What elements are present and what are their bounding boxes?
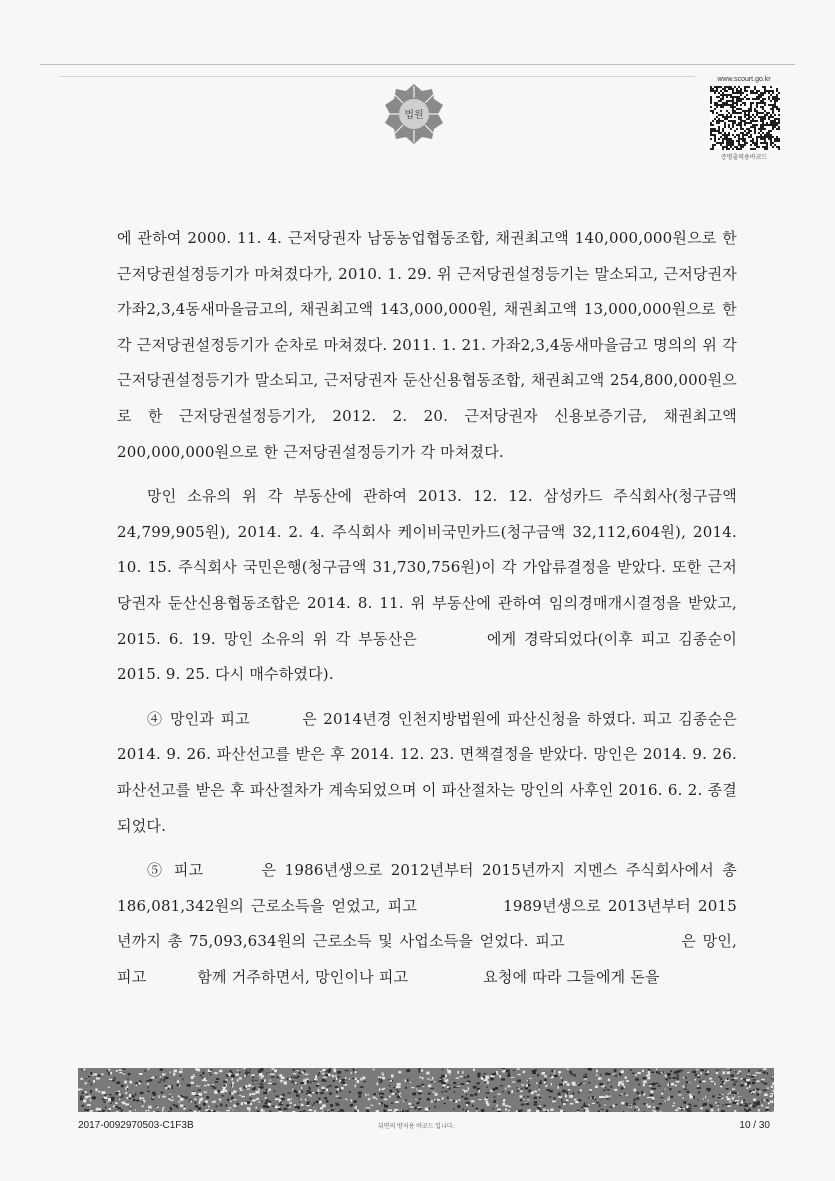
- paragraph-2-text-b: 에게 경락되었다(이후 피고 김종순이 2015. 9. 25. 다시 매수하였다).: [117, 629, 738, 684]
- redacted-name: [424, 901, 496, 913]
- redacted-name: [212, 865, 262, 877]
- paragraph-2-text-a: 망인 소유의 위 각 부동산에 관하여 2013. 12. 12. 삼성카드 주식회사(청구금액 24,799,905원), 2014. 2. 4. 주식회사 케이비국민카드(청구금액 32,112,604원), 2014. 10. 15. 주식회사 국민은행(청구금액 31,730,756원)이 각 가압류결정을 받았다. 또한 근저당권자 둔산신용협동조합은 2014. 8. 11. 위 부동산에 관하여 임의경매개시결정을 받았고, 2015. 6. 19. 망인 소유의 위 각 부동산은: [117, 487, 737, 648]
- paragraph-3-text-b: 은 2014년경 인천지방법원에 파산신청을 하였다. 피고 김종순은 2014. 9. 26. 파산선고를 받은 후 2014. 12. 23. 면책결정을 받았다. 망인은 2014. 9. 26. 파산선고를 받은 후 파산절차가 계속되었으며 이 파산절차는 망인의 사후인 2016. 6. 2. 종결되었다.: [117, 709, 737, 835]
- redacted-name: [151, 972, 197, 984]
- top-divider: [40, 64, 795, 65]
- redacted-name: [425, 634, 487, 646]
- paragraph-4-text-d: 은 망인, 피고: [117, 932, 737, 986]
- paragraph-1-text: 에 관하여 2000. 11. 4. 근저당권자 남동농업협동조합, 채권최고액 140,000,000원으로 한 근저당권설정등기가 마쳐졌다가, 2010. 1. 29. 위 근저당권설정등기는 말소되고, 근저당권자 가좌2,3,4동새마을금고의, 채권최고액 143,000,000원, 채권최고액 13,000,000원으로 한 각 근저당권설정등기가 순차로 마쳐졌다. 2011. 1. 21. 가좌2,3,4동새마을금고 명의의 위 각 근저당권설정등기가 말소되고, 근저당권자 둔산신용협동조합, 채권최고액 254,800,000원으로 한 근저당권설정등기가, 2012. 2. 20. 근저당권자 신용보증기금, 채권최고액 200,000,000원으로 한 근저당권설정등기가 각 마쳐졌다.: [117, 229, 737, 461]
- qr-code-icon: [710, 86, 780, 150]
- footer-note: 뒤면의 방지용 바코드 입니다.: [378, 1124, 455, 1130]
- paragraph-4-text-e: 함께 거주하면서, 망인이나 피고: [197, 967, 409, 986]
- paragraph-4-text-b: 은 1986년생으로 2012년부터 2015년까지 지멘스 주식회사에서 총 186,081,342원의 근로소득을 얻었고, 피고: [117, 861, 737, 915]
- paragraph-4-text-a: ⑤ 피고: [147, 861, 204, 880]
- paragraph-1: [117, 221, 737, 470]
- paragraph-3: [117, 702, 737, 844]
- redacted-name: [256, 714, 302, 726]
- page-footer: [78, 1120, 774, 1134]
- anti-forgery-barcode: [78, 1068, 774, 1112]
- redacted-name: [571, 936, 681, 948]
- page-number: 10 / 30: [739, 1120, 770, 1131]
- paragraph-4-text-c: 1989년생으로 2013년부터 2015년까지 총 75,093,634원의 근로소득 및 사업소득을 얻었다. 피고: [117, 896, 738, 951]
- document-id: 2017-0092970503-C1F3B: [78, 1120, 194, 1131]
- paragraph-2: [117, 479, 737, 693]
- seal-text: 법원: [404, 110, 424, 121]
- top-divider-secondary: [60, 76, 695, 77]
- qr-caption: 증명출력용바코드: [720, 155, 768, 161]
- court-seal-icon: [382, 82, 446, 146]
- qr-url-label: www.scourt.go.kr: [717, 76, 771, 83]
- redacted-name: [413, 972, 483, 984]
- document-body: [117, 221, 737, 995]
- paragraph-4-text-f: 요청에 따라 그들에게 돈을: [483, 967, 660, 986]
- paragraph-4: [117, 853, 737, 995]
- paragraph-3-text-a: ④ 망인과 피고: [147, 709, 250, 728]
